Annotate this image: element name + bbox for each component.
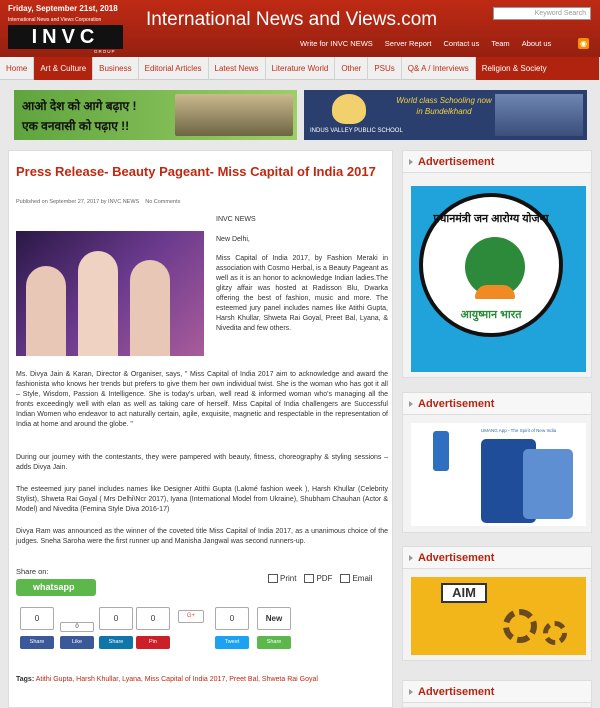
school-name: INDUS VALLEY PUBLIC SCHOOL	[310, 128, 403, 134]
gear-icon	[503, 609, 537, 643]
banner-school[interactable]	[304, 90, 587, 140]
corp-name: International News and Views Corporation	[8, 17, 102, 23]
nav-psus[interactable]: PSUs	[368, 57, 401, 80]
envelope-icon	[340, 574, 350, 583]
banner-line-2: एक वनवासी को पढ़ाए !!	[22, 119, 130, 133]
aim-ad[interactable]	[411, 577, 586, 655]
article-title[interactable]: Press Release- Beauty Pageant- Miss Capital of India 2017	[16, 164, 376, 179]
site-title[interactable]: International News and Views.com	[146, 9, 438, 30]
header-date: Friday, September 21st, 2018	[8, 4, 118, 13]
banner-vanvasi[interactable]	[14, 90, 297, 140]
share-count-new: New	[257, 607, 291, 630]
umang-phone-image	[523, 449, 573, 519]
article-place: New Delhi,	[216, 236, 250, 243]
whatsapp-share-button[interactable]: Share	[257, 636, 291, 649]
nav-religion[interactable]: Religion & Society	[476, 57, 600, 80]
ad-panel-1	[402, 150, 592, 378]
pdf-button[interactable]	[304, 574, 332, 583]
gear-icon	[543, 621, 567, 645]
article-paragraph-3: During our journey with the contestants, they were pampered with beauty, fitness, choreography & styling sessions – adds Divya Jain.	[16, 454, 388, 471]
article-actions	[268, 574, 372, 583]
article-paragraph-2: Ms. Divya Jain & Karan, Director & Organiser, says, " Miss Capital of India 2017 aim to acknowledge and award the fashionista who knows her trends but prefers to give them her own individual twist. She is the woman who has got it all – Style, Wisdom, Passion & Intelligence. She is today's urban, well read & informed woman who's managing all the fronts exceedingly well with elan as well as taking care of herself. Miss Capital of India challengers are Successful Indian Women who endeavor to act naturally certain, agile, exquisite, magnetic and respectable in the representation of India at home and around the globe. "	[16, 371, 388, 428]
published-info: Published on September 27, 2017 by INVC NEWS	[16, 199, 140, 205]
ad-panel-4	[402, 680, 592, 708]
lotus-icon	[475, 285, 515, 299]
nav-editorial[interactable]: Editorial Articles	[139, 57, 209, 80]
email-label: Email	[352, 574, 373, 583]
contestant-figure	[130, 260, 170, 356]
facebook-share-button[interactable]: Share	[20, 636, 54, 649]
pdf-label: PDF	[316, 574, 333, 583]
nav-literature[interactable]: Literature World	[266, 57, 336, 80]
umang-caption: UMANG App - The Spirit of New India	[481, 428, 557, 433]
article-paragraph-5: Divya Ram was announced as the winner of the coveted title Miss Capital of India 2017, as a unanimous choice of the judges. Sneha Saroha were the first runner up and Manisha Jangwal was second runners-up.	[16, 528, 388, 545]
tags-label: Tags:	[16, 676, 35, 683]
top-link-server[interactable]: Server Report	[384, 39, 432, 48]
top-links	[300, 39, 551, 48]
share-count: 0	[99, 607, 133, 630]
comments-link[interactable]: No Comments	[145, 199, 181, 205]
school-tagline: World class Schooling now in Bundelkhand	[396, 96, 492, 116]
print-button[interactable]	[268, 574, 296, 583]
share-count: 0	[215, 607, 249, 630]
nav-business[interactable]: Business	[93, 57, 138, 80]
pageant-photo	[16, 231, 204, 356]
school-crest-icon	[332, 94, 366, 124]
aim-logo: AIM	[441, 583, 487, 603]
nav-art-culture[interactable]: Art & Culture	[34, 57, 93, 80]
share-count: 0	[20, 607, 54, 630]
nav-other[interactable]: Other	[335, 57, 368, 80]
tweet-button[interactable]: Tweet	[215, 636, 249, 649]
students-image	[495, 94, 583, 136]
article-paragraph-4: The esteemed jury panel includes names like Designer Atithi Gupta (Lakmé fashion week ), Harsh Khullar (Celebrity Stylist), Shweta Rai Goyal ( Mrs Delhi\Ncr 2017), Iyana (International Model from Ukraine), Shubham Chauhan (Actor & Model) and Nivedita (Femina Style Diva 2016-17)	[16, 486, 388, 513]
ad-panel-3	[402, 546, 592, 661]
contestant-figure	[26, 266, 66, 356]
share-count: 0	[136, 607, 170, 630]
like-count: 0	[60, 622, 94, 632]
article-source: INVC NEWS	[216, 216, 256, 223]
linkedin-share-button[interactable]: Share	[99, 636, 133, 649]
ayushman-bottom-text: आयुष्मान भारत	[460, 309, 522, 321]
ayushman-ad[interactable]	[411, 186, 586, 372]
site-header	[0, 0, 600, 57]
rss-icon[interactable]: ◉	[578, 38, 589, 49]
nav-home[interactable]: Home	[0, 57, 34, 80]
banner-line-1: आओ देश को आगे बढ़ाए !	[22, 99, 137, 113]
article-meta	[16, 199, 186, 205]
facebook-like-button[interactable]: Like	[60, 636, 94, 649]
ad-heading: Advertisement	[403, 681, 591, 703]
umang-ad[interactable]	[411, 423, 586, 526]
logo-group-text: GROUP	[94, 49, 116, 54]
top-link-contact[interactable]: Contact us	[443, 39, 480, 48]
article-tags	[16, 676, 318, 683]
ayushman-top-text: प्रधानमंत्री जन आरोग्य योजना	[433, 213, 549, 225]
ayushman-logo	[419, 193, 563, 337]
ad-heading: Advertisement	[403, 151, 591, 173]
top-link-team[interactable]: Team	[491, 39, 510, 48]
ad-heading: Advertisement	[403, 547, 591, 569]
pdf-icon	[304, 574, 314, 583]
contestant-figure	[78, 251, 118, 356]
share-label: Share on:	[16, 567, 49, 576]
pinterest-pin-button[interactable]: Pin	[136, 636, 170, 649]
nav-interviews[interactable]: Q& A / Interviews	[402, 57, 476, 80]
google-plus-button[interactable]: G+	[178, 610, 204, 623]
ad-panel-2	[402, 392, 592, 533]
search-input[interactable]: Keyword Search	[493, 7, 591, 20]
whatsapp-button[interactable]: whatsapp	[16, 579, 96, 596]
tag-list[interactable]: Atithi Gupta, Harsh Khullar, Lyana, Miss Capital of India 2017, Preet Bal, Shweta Rai Goyal	[35, 676, 318, 683]
email-button[interactable]	[340, 574, 372, 583]
print-label: Print	[280, 574, 297, 583]
article-panel	[8, 150, 393, 708]
top-link-write[interactable]: Write for INVC NEWS	[300, 39, 373, 48]
main-nav	[0, 57, 600, 80]
site-logo[interactable]: INVC	[8, 25, 123, 49]
top-link-about[interactable]: About us	[521, 39, 552, 48]
nav-latest[interactable]: Latest News	[209, 57, 266, 80]
children-image	[175, 94, 293, 136]
phone-icon	[433, 431, 449, 471]
article-paragraph-1: Miss Capital of India 2017, by Fashion Meraki in association with Cosmo Herbal, is a Beauty Pageant as well as it is an honor to acknowledge Indian ladies.The glitzy affair was hosted at Radisson Blu, Dwarka offering the best of fashion, music and more. The esteemed jury panel includes names like Atithi Gupta, Harsh Khullar, Shweta Rai Goyal, Preet Bal, Lyana, & Nivedita and few others.	[216, 255, 388, 332]
printer-icon	[268, 574, 278, 583]
ad-heading: Advertisement	[403, 393, 591, 415]
